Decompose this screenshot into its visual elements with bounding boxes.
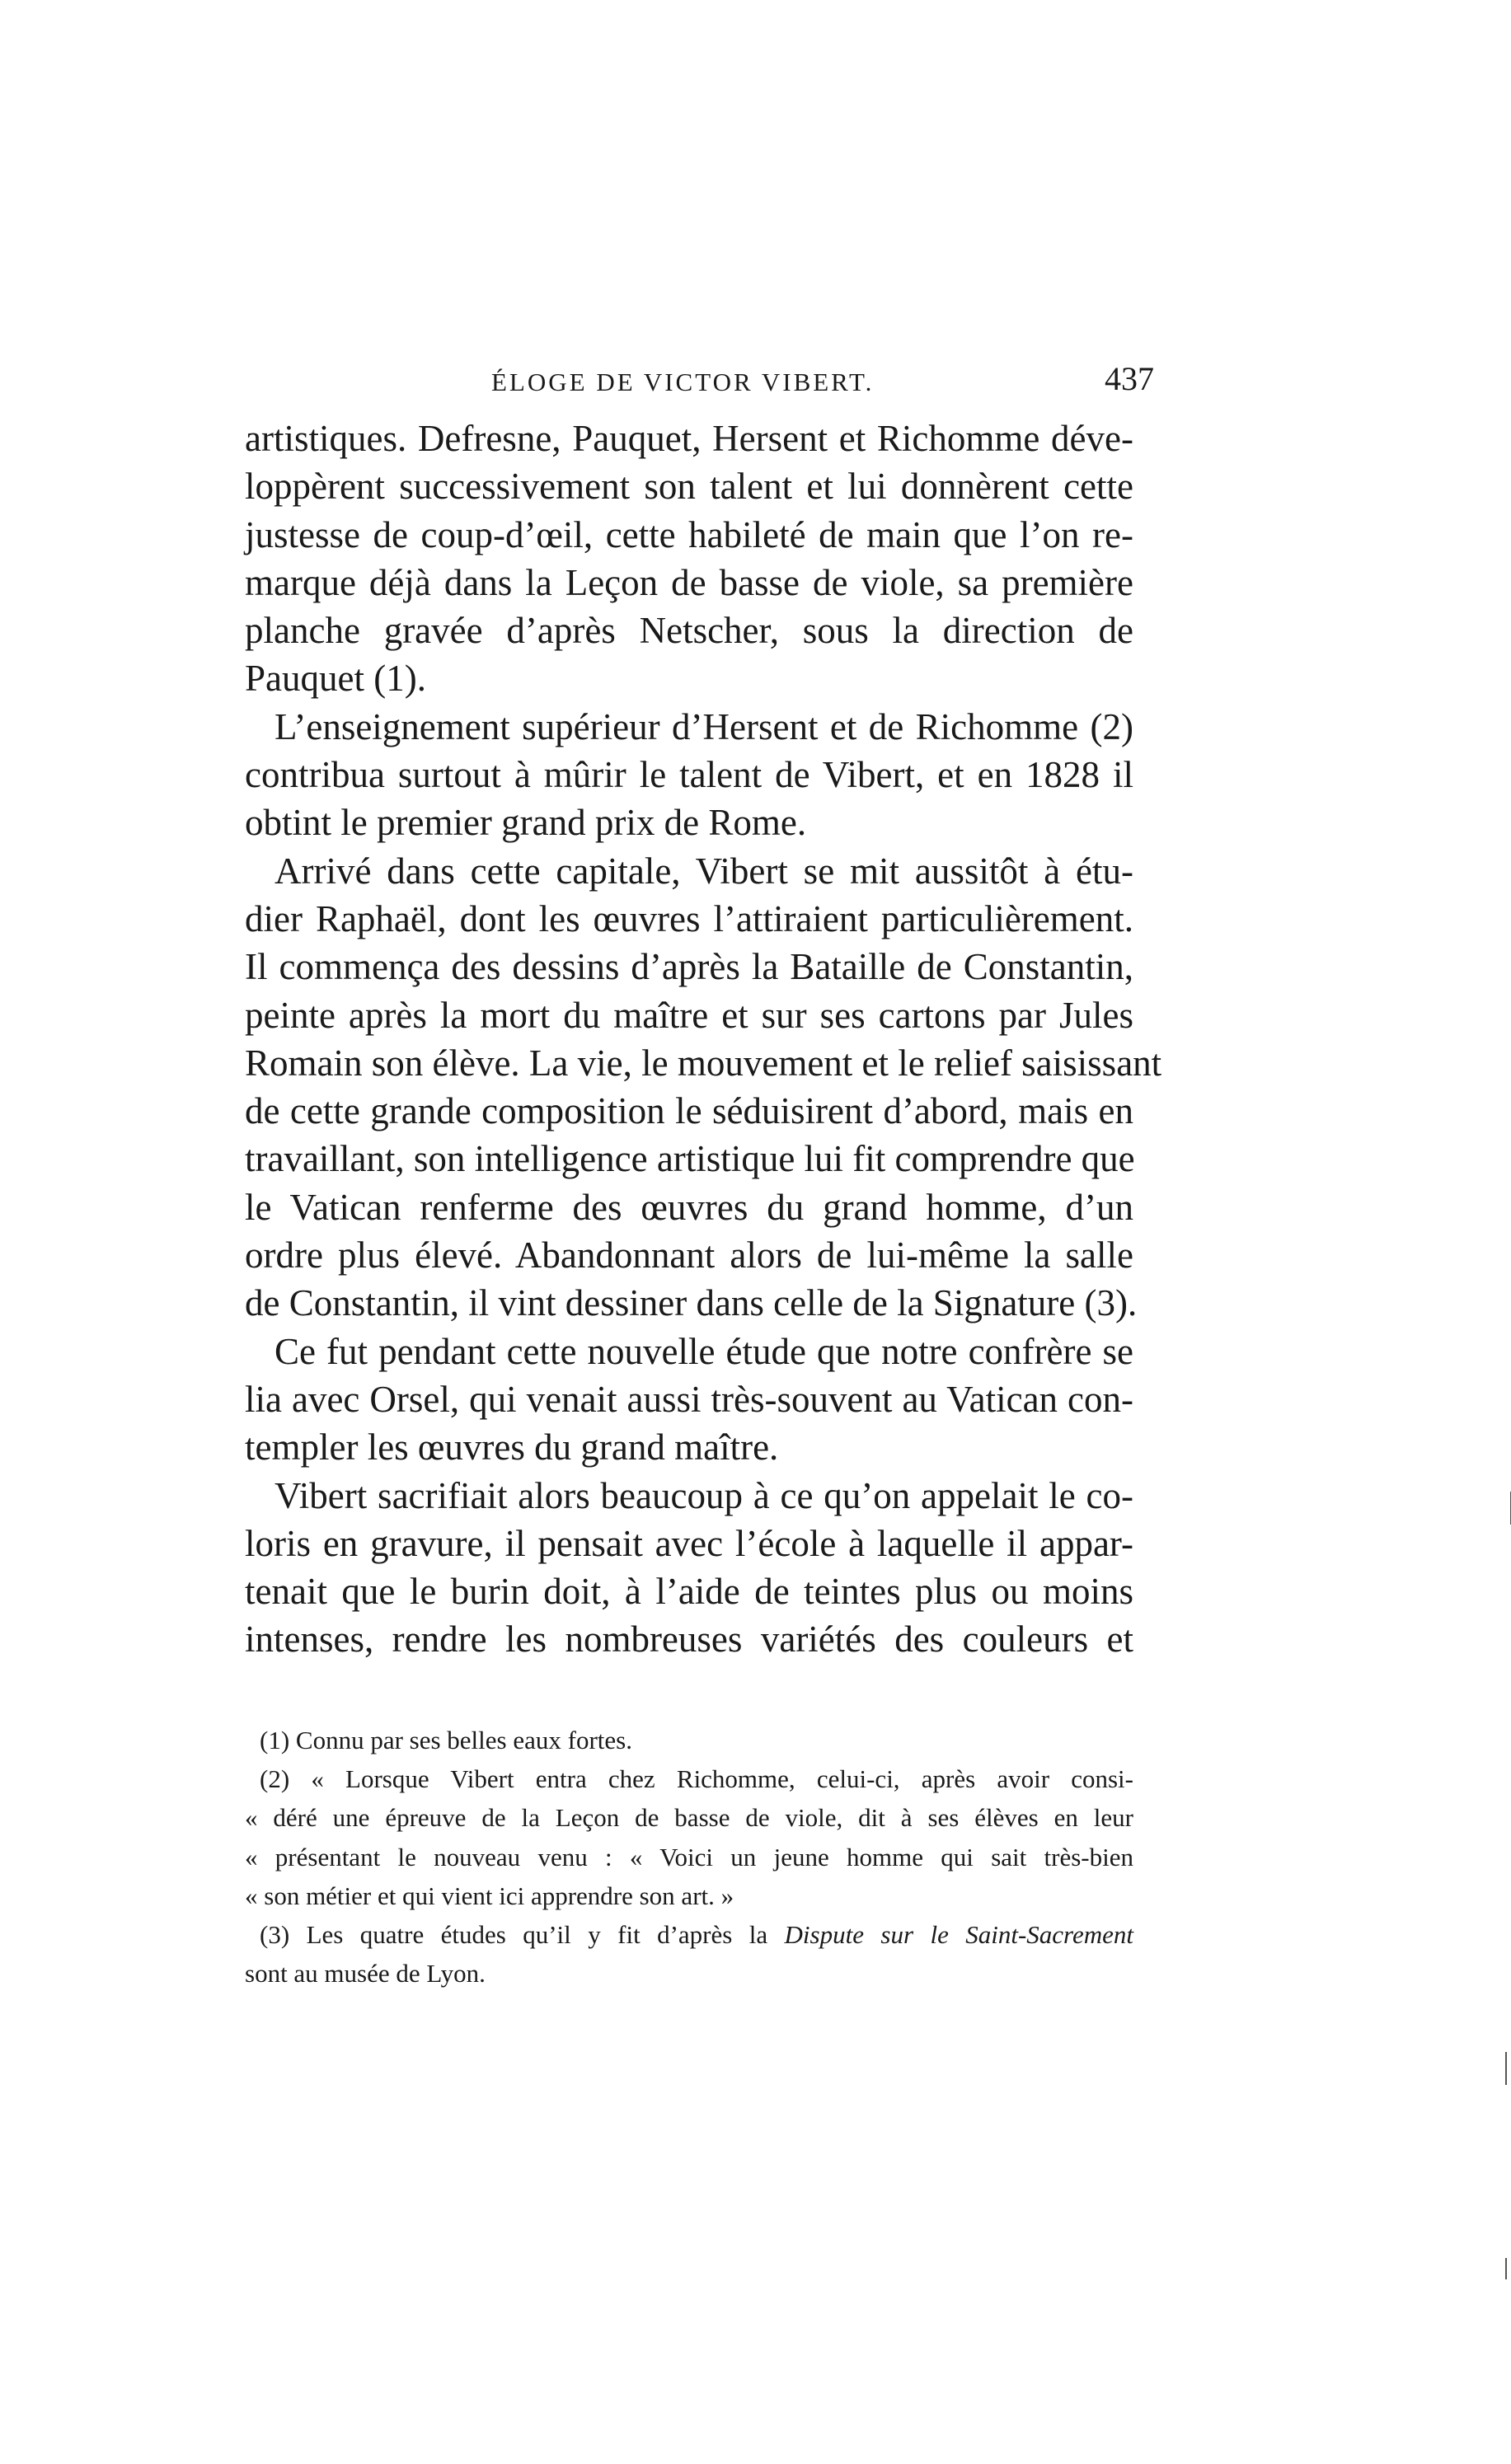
text-line: tenait que le burin doit, à l’aide de teintes plus ou moins — [245, 1571, 1133, 1613]
text-line: obtint le premier grand prix de Rome. — [245, 802, 807, 844]
text-line: Romain son élève. La vie, le mouvement et le relief saisissant — [245, 1042, 1162, 1084]
footnote-line: « présentant le nouveau venu : « Voici un jeune homme qui sait très-bien — [245, 1842, 1133, 1871]
text-line: artistiques. Defresne, Pauquet, Hersent et Richomme déve- — [245, 418, 1133, 459]
footnote-text: (3) Les quatre études qu’il y fit d’après la — [260, 1919, 768, 1949]
text-line: planche gravée d’après Netscher, sous la direction de — [245, 610, 1133, 652]
text-line: dier Raphaël, dont les œuvres l’attiraient particulièrement. — [245, 897, 1133, 939]
text-line: de cette grande composition le séduisirent d’abord, mais en — [245, 1090, 1133, 1132]
text-line: de Constantin, il vint dessiner dans celle de la Signature (3). — [245, 1282, 1138, 1324]
text-line: loppèrent successivement son talent et lui donnèrent cette — [245, 466, 1133, 508]
scan-mark — [1505, 2052, 1507, 2085]
page-number: 437 — [1105, 360, 1154, 397]
text-line: travaillant, son intelligence artistique lui fit comprendre que — [245, 1138, 1135, 1180]
text-line: Pauquet (1). — [245, 658, 426, 700]
running-head: ÉLOGE DE VICTOR VIBERT. — [491, 368, 875, 396]
text-line: justesse de coup-d’œil, cette habileté de main que l’on re- — [245, 513, 1133, 555]
footnote-line: « déré une épreuve de la Leçon de basse de viole, dit à ses élèves en leur — [245, 1803, 1133, 1833]
footnote-line: « son métier et qui vient ici apprendre son art. » — [245, 1881, 734, 1910]
footnote-italic-title: Dispute sur le Saint-Sacrement — [784, 1919, 1133, 1949]
footnotes — [245, 1721, 1133, 1993]
text-line: intenses, rendre les nombreuses variétés des couleurs et — [245, 1618, 1133, 1661]
text-line: contribua surtout à mûrir le talent de Vibert, et en 1828 il — [245, 754, 1133, 796]
text-line: templer les œuvres du grand maître. — [245, 1426, 779, 1469]
footnote-line: (1) Connu par ses belles eaux fortes. — [260, 1726, 632, 1754]
footnote-line: (2) « Lorsque Vibert entra chez Richomme, celui-ci, après avoir consi- — [260, 1764, 1133, 1794]
text-line: ordre plus élevé. Abandonnant alors de lui-même la salle — [245, 1234, 1133, 1277]
text-line: marque déjà dans la Leçon de basse de viole, sa première — [245, 561, 1133, 603]
scan-mark — [1505, 2258, 1507, 2279]
footnote-line: sont au musée de Lyon. — [245, 1959, 486, 1989]
text-line: le Vatican renferme des œuvres du grand homme, d’un — [245, 1186, 1133, 1228]
text-line: Il commença des dessins d’après la Bataille de Constantin, — [245, 946, 1133, 988]
text-line: lia avec Orsel, qui venait aussi très-souvent au Vatican con- — [245, 1378, 1133, 1420]
text-line: loris en gravure, il pensait avec l’école à laquelle il appar- — [245, 1522, 1133, 1564]
body-text — [245, 415, 1162, 1664]
text-line: Arrivé dans cette capitale, Vibert se mit aussitôt à étu- — [275, 850, 1133, 892]
footnote-line — [245, 1915, 1133, 1954]
text-line: peinte après la mort du maître et sur ses cartons par Jules — [245, 994, 1133, 1036]
text-line: L’enseignement supérieur d’Hersent et de Richomme (2) — [275, 705, 1133, 747]
text-line: Vibert sacrifiait alors beaucoup à ce qu’on appelait le co- — [275, 1474, 1133, 1516]
text-line: Ce fut pendant cette nouvelle étude que notre confrère se — [275, 1330, 1133, 1372]
